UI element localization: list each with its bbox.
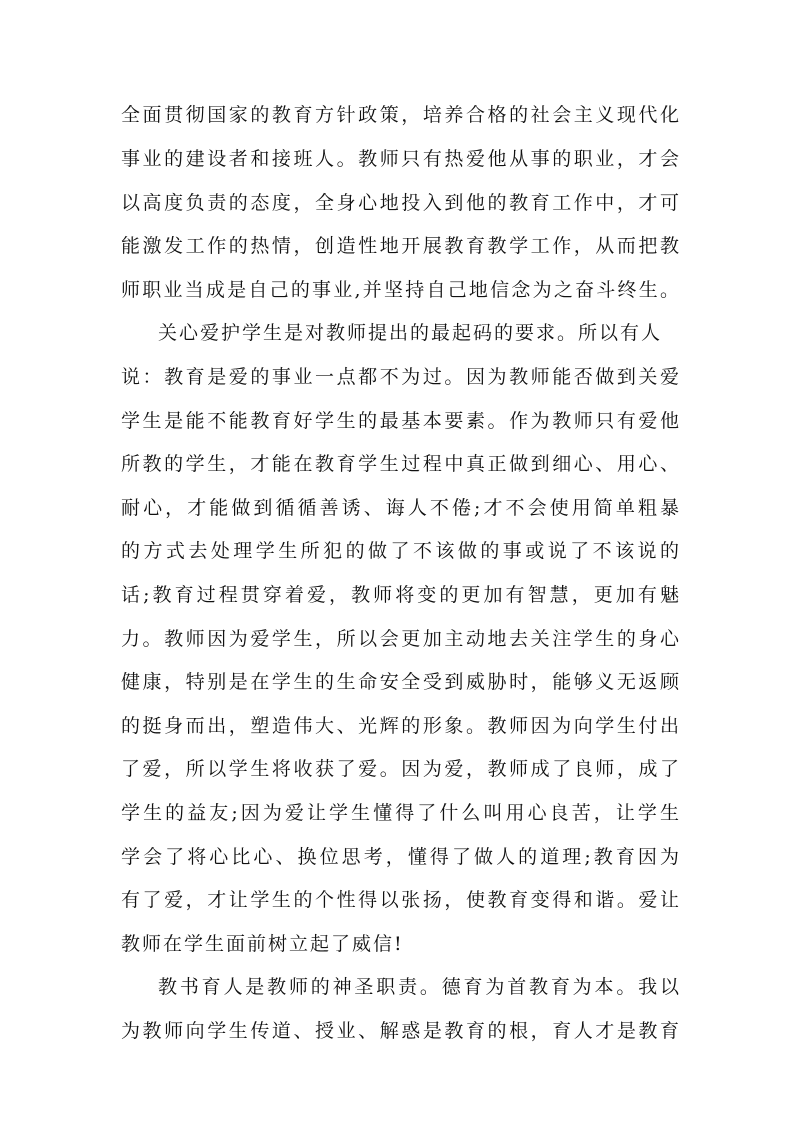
text-line: 事业的建设者和接班人。教师只有热爱他从事的职业，才会 <box>121 148 681 170</box>
text-line: 关心爱护学生是对教师提出的最起码的要求。所以有人 <box>158 322 663 344</box>
text-line: 教师在学生面前树立起了威信! <box>121 933 404 955</box>
text-line: 能激发工作的热情，创造性地开展教育教学工作，从而把教 <box>121 235 681 257</box>
text-line: 学会了将心比心、换位思考，懂得了做人的道理;教育因为 <box>121 846 681 868</box>
text-line: 以高度负责的态度，全身心地投入到他的教育工作中，才可 <box>121 192 681 214</box>
text-line: 学生的益友;因为爱让学生懂得了什么叫用心良苦，让学生 <box>121 802 681 824</box>
text-line: 话;教育过程贯穿着爱，教师将变的更加有智慧，更加有魅 <box>121 584 681 606</box>
text-line: 了爱，所以学生将收获了爱。因为爱，教师成了良师，成了 <box>121 758 681 780</box>
text-line: 健康，特别是在学生的生命安全受到威胁时，能够义无返顾 <box>121 671 681 693</box>
text-line: 教书育人是教师的神圣职责。德育为首教育为本。我以 <box>158 976 681 998</box>
text-line: 师职业当成是自己的事业,并坚持自己地信念为之奋斗终生。 <box>121 279 681 301</box>
text-line: 全面贯彻国家的教育方针政策，培养合格的社会主义现代化 <box>121 104 681 126</box>
text-line: 学生是能不能教育好学生的最基本要素。作为教师只有爱他 <box>121 410 681 432</box>
text-line: 的方式去处理学生所犯的做了不该做的事或说了不该说的 <box>121 540 681 562</box>
text-line: 的挺身而出，塑造伟大、光辉的形象。教师因为向学生付出 <box>121 715 681 737</box>
text-line: 有了爱，才让学生的个性得以张扬，使教育变得和谐。爱让 <box>121 889 681 911</box>
text-line: 说：教育是爱的事业一点都不为过。因为教师能否做到关爱 <box>121 366 681 388</box>
text-line: 为教师向学生传道、授业、解惑是教育的根，育人才是教育 <box>121 1020 681 1042</box>
text-line: 所教的学生，才能在教育学生过程中真正做到细心、用心、 <box>121 453 681 475</box>
text-line: 力。教师因为爱学生，所以会更加主动地去关注学生的身心 <box>121 628 681 650</box>
text-line: 耐心，才能做到循循善诱、诲人不倦;才不会使用简单粗暴 <box>121 497 681 519</box>
